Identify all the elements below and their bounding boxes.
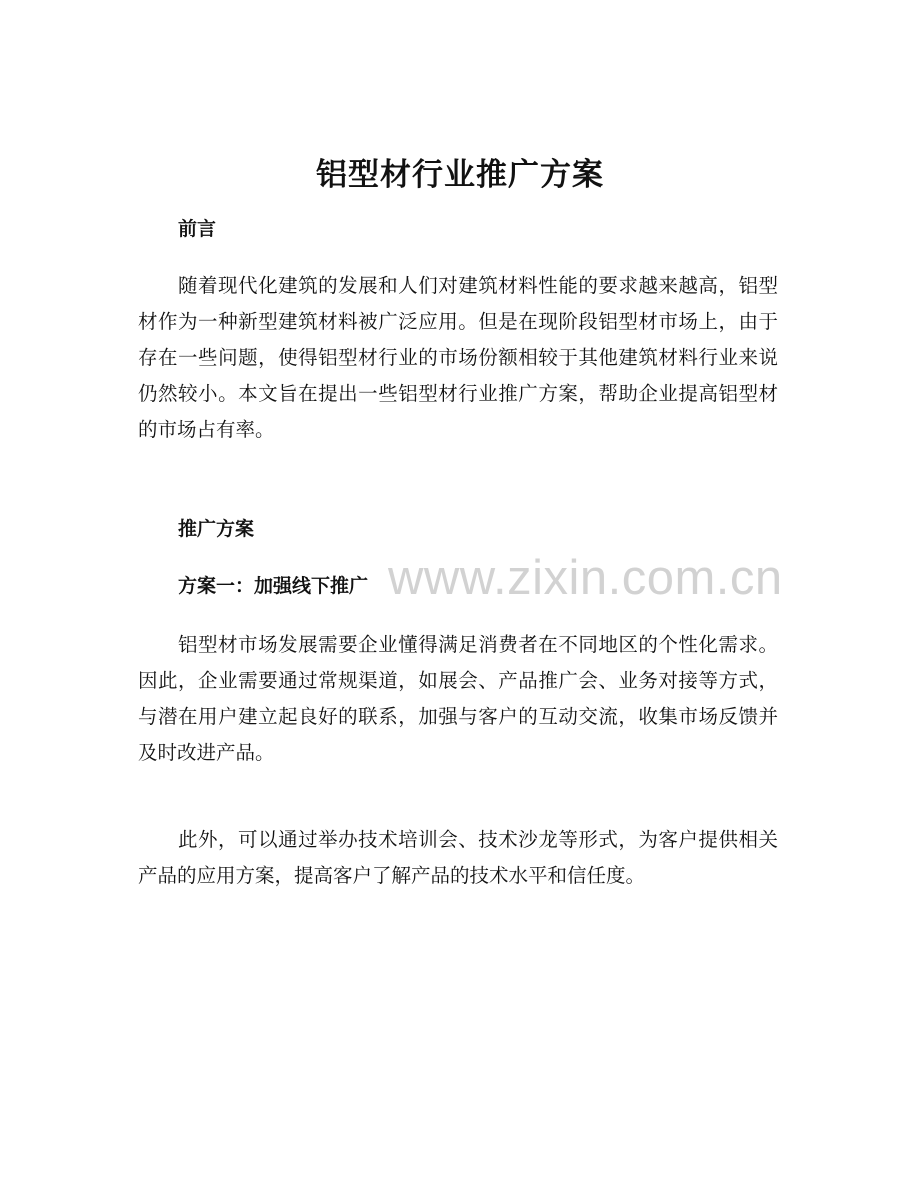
plan-one-paragraph-1: 铝型材市场发展需要企业懂得满足消费者在不同地区的个性化需求。因此，企业需要通过常规渠道，如展会、产品推广会、业务对接等方式，与潜在用户建立起良好的联系，加强与客户的互动交流，收集市场反馈并及时改进产品。 [138,633,778,764]
document-title: 铝型材行业推广方案 [316,157,604,193]
plan-one-paragraph-2: 此外，可以通过举办技术培训会、技术沙龙等形式，为客户提供相关产品的应用方案，提高客户了解产品的技术水平和信任度。 [138,828,778,887]
plan-heading: 推广方案 [178,518,255,540]
preface-heading: 前言 [178,218,217,240]
plan-one-heading: 方案一：加强线下推广 [178,575,369,597]
watermark: www.zixin.com.cn [388,551,783,605]
preface-paragraph: 随着现代化建筑的发展和人们对建筑材料性能的要求越来越高，铝型材作为一种新型建筑材料被广泛应用。但是在现阶段铝型材市场上，由于存在一些问题，使得铝型材行业的市场份额相较于其他建筑材料行业来说仍然较小。本文旨在提出一些铝型材行业推广方案，帮助企业提高铝型材的市场占有率。 [138,274,778,441]
